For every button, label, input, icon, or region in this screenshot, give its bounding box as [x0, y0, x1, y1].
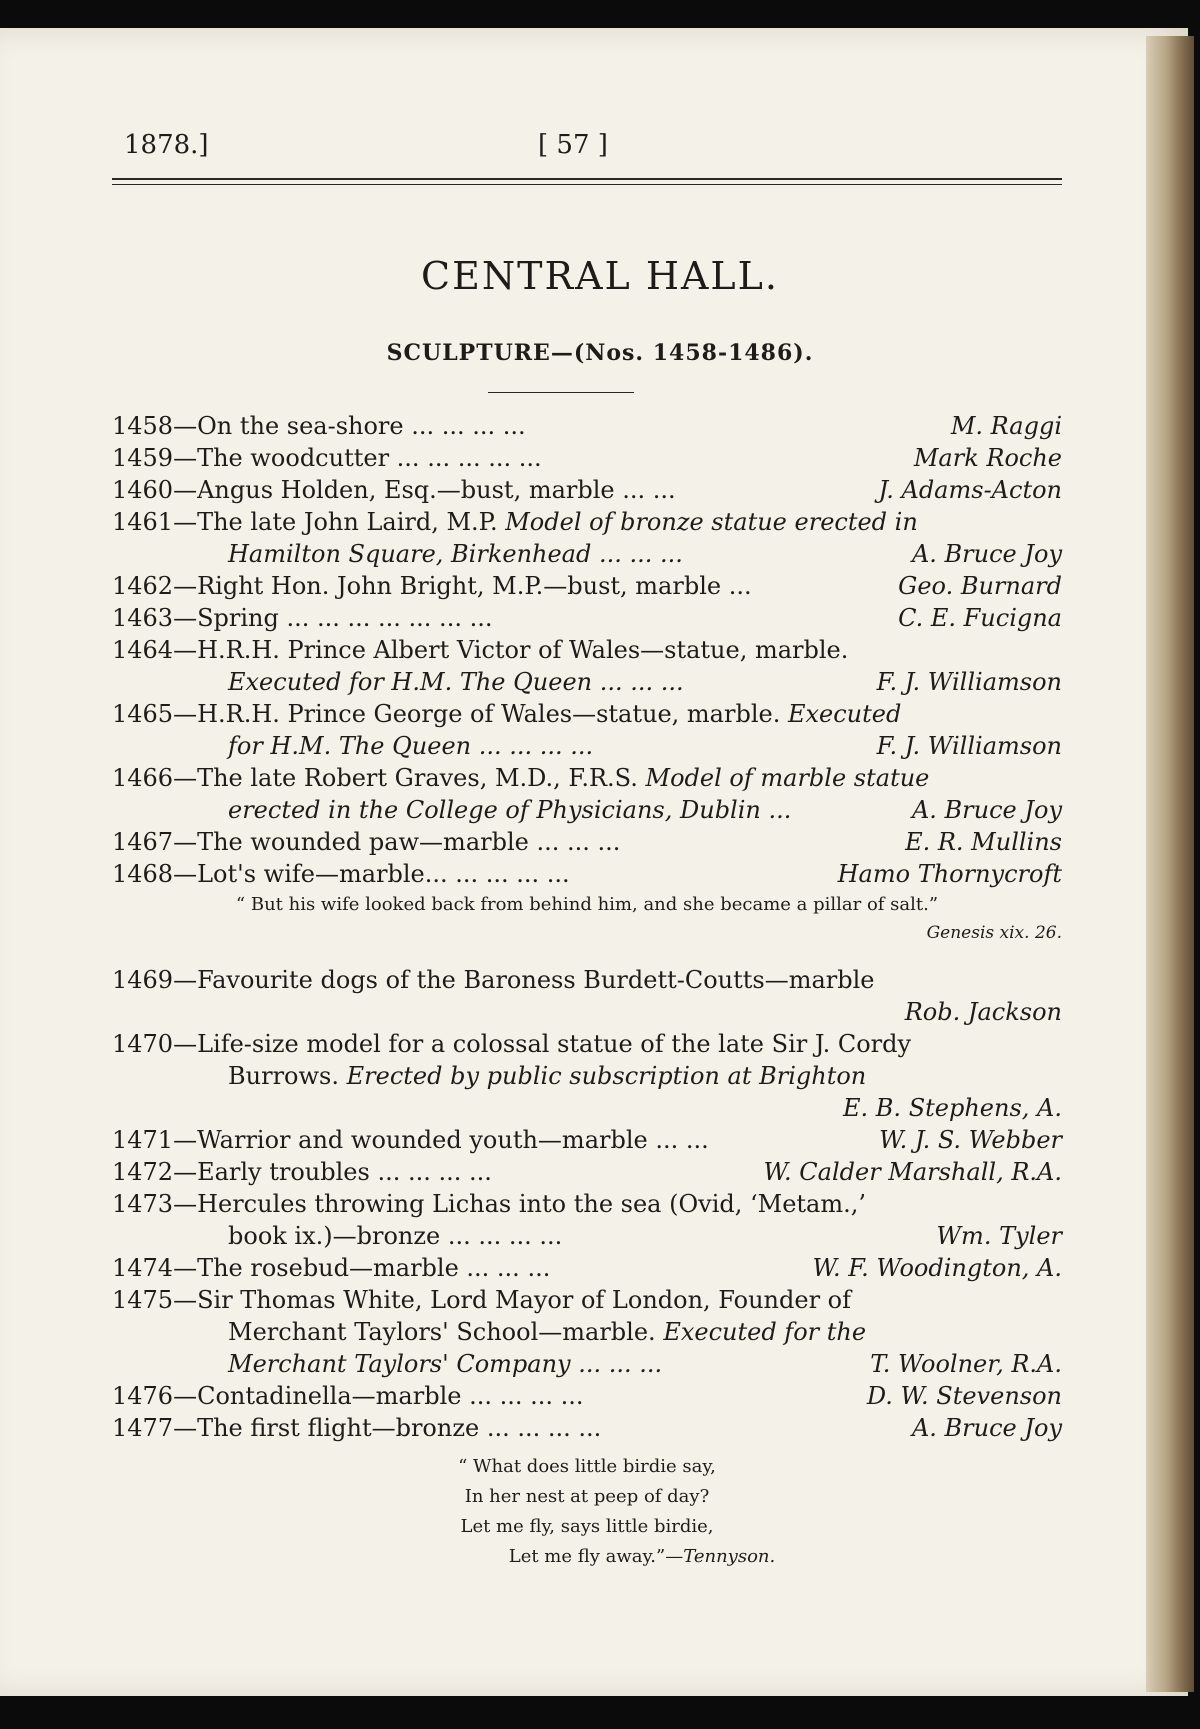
- list-item: 1473—Hercules throwing Lichas into the sea (Ovid, ‘Metam.,’: [112, 1190, 867, 1218]
- list-item: 1468—Lot's wife—marble... ... ... ... ... Hamo Thornycroft: [112, 860, 1062, 888]
- list-item: 1460—Angus Holden, Esq.—bust, marble ... ... J. Adams-Acton: [112, 476, 1062, 504]
- list-item: 1469—Favourite dogs of the Baroness Burdett-Coutts—marble: [112, 966, 875, 994]
- artist-name: T. Woolner, R.A.: [870, 1350, 1062, 1378]
- artist-name: Rob. Jackson: [904, 998, 1062, 1026]
- list-item-continuation: Hamilton Square, Birkenhead ... ... ... A. Bruce Joy: [228, 540, 1062, 568]
- section-title: CENTRAL HALL.: [421, 254, 779, 298]
- list-item-continuation: [112, 1092, 1062, 1124]
- running-head: [110, 130, 1062, 170]
- subsection-title: SCULPTURE—(Nos. 1458-1486).: [386, 340, 814, 366]
- list-item: 1470—Life-size model for a colossal statue of the late Sir J. Cordy: [112, 1030, 912, 1058]
- spacer: [112, 946, 1062, 964]
- quotation: “ But his wife looked back from behind him, and she became a pillar of salt.”: [235, 894, 939, 915]
- quotation-source: Genesis xix. 26.: [926, 923, 1062, 943]
- list-item: 1463—Spring ... ... ... ... ... ... ... C. E. Fucigna: [112, 604, 1062, 632]
- header-rule-top: [112, 178, 1062, 180]
- artist-name: A. Bruce Joy: [911, 796, 1062, 824]
- list-item-continuation: book ix.)—bronze ... ... ... ... Wm. Tyler: [228, 1222, 1062, 1250]
- artist-name: J. Adams-Acton: [878, 476, 1062, 504]
- artist-name: F. J. Williamson: [876, 732, 1062, 760]
- quotation-source: Tennyson.: [683, 1546, 776, 1567]
- list-item: 1464—H.R.H. Prince Albert Victor of Wales—statue, marble.: [112, 636, 849, 664]
- list-item: 1471—Warrior and wounded youth—marble ... ... W. J. S. Webber: [112, 1126, 1062, 1154]
- artist-name: Geo. Burnard: [898, 572, 1062, 600]
- artist-name: D. W. Stevenson: [866, 1382, 1062, 1410]
- artist-name: A. Bruce Joy: [911, 540, 1062, 568]
- list-item-continuation: Executed for H.M. The Queen ... ... ... F. J. Williamson: [228, 668, 1062, 696]
- artist-name: A. Bruce Joy: [911, 1414, 1062, 1442]
- list-item: 1466—The late Robert Graves, M.D., F.R.S. Model of marble statue: [112, 764, 930, 792]
- list-item-continuation: [112, 996, 1062, 1028]
- list-item: 1476—Contadinella—marble ... ... ... ... D. W. Stevenson: [112, 1382, 1062, 1410]
- quotation-line: In her nest at peep of day?: [464, 1486, 710, 1507]
- list-item: 1458—On the sea-shore ... ... ... ... M. Raggi: [112, 412, 1062, 440]
- list-item-continuation: Burrows. Erected by public subscription at Brighton: [228, 1062, 867, 1090]
- list-item: 1462—Right Hon. John Bright, M.P.—bust, marble ... Geo. Burnard: [112, 572, 1062, 600]
- list-item-continuation: Merchant Taylors' School—marble. Executed for the: [228, 1318, 867, 1346]
- title-rule: [488, 392, 634, 393]
- header-year: 1878.]: [124, 130, 209, 160]
- quotation-line: “ What does little birdie say,: [458, 1456, 716, 1477]
- list-item-continuation: erected in the College of Physicians, Dublin ... A. Bruce Joy: [228, 796, 1062, 824]
- artist-name: Wm. Tyler: [936, 1222, 1062, 1250]
- list-item-continuation: for H.M. The Queen ... ... ... ... F. J. Williamson: [228, 732, 1062, 760]
- list-item: 1475—Sir Thomas White, Lord Mayor of London, Founder of: [112, 1286, 852, 1314]
- artist-name: C. E. Fucigna: [898, 604, 1062, 632]
- list-item: 1474—The rosebud—marble ... ... ... W. F. Woodington, A.: [112, 1254, 1062, 1282]
- artist-name: E. R. Mullins: [905, 828, 1062, 856]
- artist-name: W. J. S. Webber: [879, 1126, 1062, 1154]
- quotation-line: Let me fly away.”—Tennyson.: [508, 1546, 776, 1567]
- artist-name: F. J. Williamson: [876, 668, 1062, 696]
- list-item: 1477—The first flight—bronze ... ... ... ... A. Bruce Joy: [112, 1414, 1062, 1442]
- catalogue-list: [112, 410, 1062, 1572]
- list-item: 1465—H.R.H. Prince George of Wales—statue, marble. Executed: [112, 700, 902, 728]
- artist-name: E. B. Stephens, A.: [843, 1094, 1062, 1122]
- list-item: 1467—The wounded paw—marble ... ... ... E. R. Mullins: [112, 828, 1062, 856]
- header-rule-bottom: [112, 184, 1062, 185]
- artist-name: Hamo Thornycroft: [837, 860, 1062, 888]
- list-item: 1472—Early troubles ... ... ... ... W. Calder Marshall, R.A.: [112, 1158, 1062, 1186]
- artist-name: M. Raggi: [950, 412, 1062, 440]
- list-item: 1461—The late John Laird, M.P. Model of bronze statue erected in: [112, 508, 918, 536]
- artist-name: W. F. Woodington, A.: [812, 1254, 1062, 1282]
- artist-name: Mark Roche: [913, 444, 1062, 472]
- artist-name: W. Calder Marshall, R.A.: [763, 1158, 1062, 1186]
- list-item-continuation: Merchant Taylors' Company ... ... ... T. Woolner, R.A.: [228, 1350, 1062, 1378]
- quotation-line: Let me fly, says little birdie,: [460, 1516, 714, 1537]
- page-number: [ 57 ]: [538, 130, 608, 160]
- list-item: 1459—The woodcutter ... ... ... ... ... Mark Roche: [112, 444, 1062, 472]
